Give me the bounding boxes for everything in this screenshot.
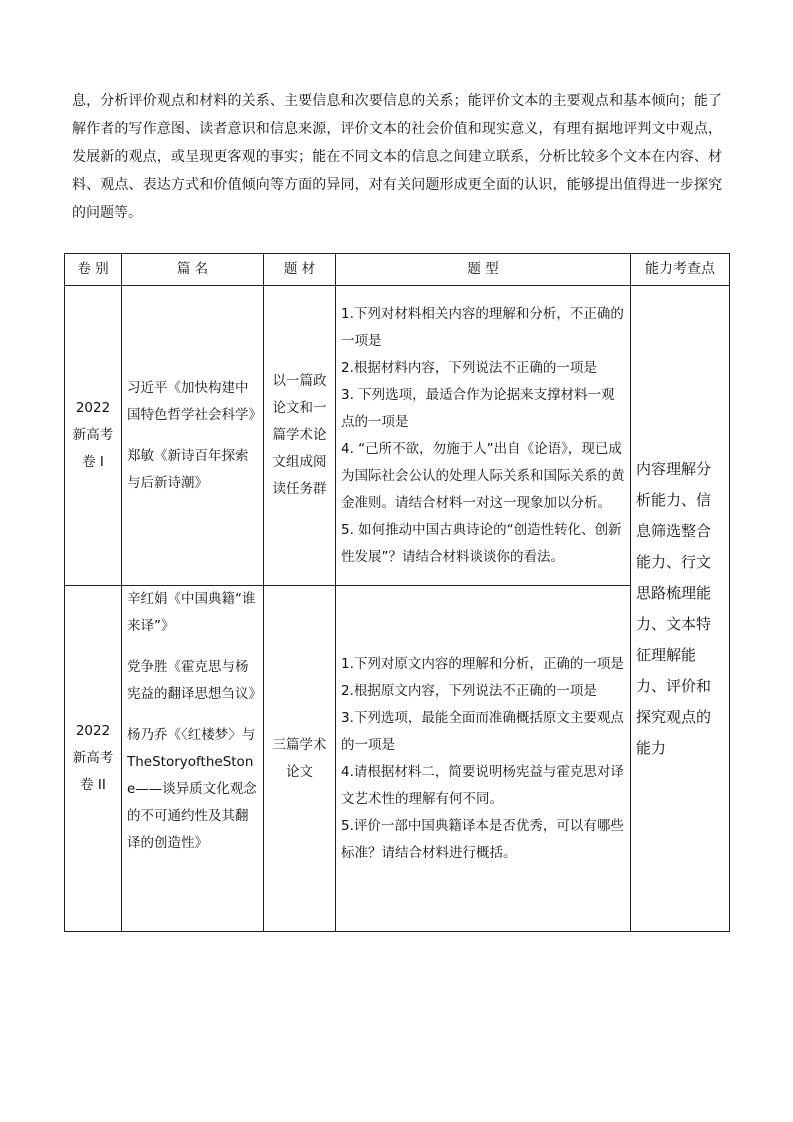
exam-analysis-table (64, 253, 730, 932)
juan-cell (65, 286, 122, 586)
juan-number: 卷 II (80, 777, 106, 793)
question-item: 2.根据材料内容，下列说法不正确的一项是 (341, 359, 597, 376)
article-title: 习近平《加快构建中国特色哲学社会科学》 (127, 379, 262, 423)
ticai-cell: 以一篇政论文和一篇学术论文组成阅读任务群 (264, 286, 336, 586)
question-item: 1.下列对材料相关内容的理解和分析，不正确的一项是 (341, 305, 624, 349)
question-item: 3. 下列选项，最适合作为论据来支撑材料一观点的一项是 (341, 386, 615, 430)
pianming-cell (122, 586, 264, 932)
header-nengli: 能力考查点 (631, 254, 730, 286)
question-item: 4.请根据材料二，简要说明杨宪益与霍克思对译文艺术性的理解有何不同。 (341, 763, 624, 807)
article-title: 党争胜《霍克思与杨宪益的翻译思想刍议》 (127, 659, 262, 702)
header-tixing: 题 型 (336, 254, 631, 286)
table-header-row (65, 254, 730, 286)
juan-cell (65, 586, 122, 932)
question-item: 5. 如何推动中国古典诗论的“创造性转化、创新性发展”？请结合材料谈谈你的看法。 (341, 521, 622, 565)
juan-year: 2022 (75, 400, 111, 416)
table-row (65, 286, 730, 586)
header-juan: 卷 别 (65, 254, 122, 286)
juan-type: 新高考 (72, 750, 114, 766)
juan-number: 卷 I (82, 454, 104, 470)
intro-paragraph: 息，分析评价观点和材料的关系、主要信息和次要信息的关系；能评价文本的主要观点和基本倾向；能了解作者的写作意图、读者意识和信息来源，评价文本的社会价值和现实意义，有理有据地评判文中观点，发展新的观点，或呈现更客观的事实；能在不同文本的信息之间建立联系，分析比较多个文本在内容、材料、观点、表达方式和价值倾向等方面的异同，对有关问题形成更全面的认识，能够提出值得进一步探究的问题等。 (72, 93, 722, 221)
nengli-cell: 内容理解分析能力、信息筛选整合能力、行文思路梳理能力、文本特征理解能力、评价和探究观点的能力 (631, 286, 730, 932)
juan-year: 2022 (75, 723, 111, 739)
question-item: 5.评价一部中国典籍译本是否优秀，可以有哪些标准？请结合材料进行概括。 (341, 817, 624, 861)
question-item: 2.根据原文内容，下列说法不正确的一项是 (341, 682, 597, 699)
header-ticai: 题 材 (264, 254, 336, 286)
pianming-cell (122, 286, 264, 586)
question-item: 3.下列选项，最能全面而准确概括原文主要观点的一项是 (341, 709, 624, 753)
header-pianming: 篇 名 (122, 254, 264, 286)
article-title: 郑敏《新诗百年探索与后新诗潮》 (127, 447, 249, 491)
juan-type: 新高考 (72, 427, 114, 443)
table-row (65, 586, 730, 932)
question-item: 4. “己所不欲，勿施于人”出自《论语》，现已成为国际社会公认的处理人际关系和国际关系的黄金准则。请结合材料一对这一现象加以分析。 (341, 440, 625, 511)
article-title: 辛红娟《中国典籍“谁来译”》 (127, 591, 256, 634)
ticai-cell: 三篇学术论文 (264, 586, 336, 932)
article-title: 杨乃乔《〈红楼梦〉与TheStoryoftheStone——谈异质文化观念的不可通约性及其翻译的创造性》 (127, 727, 257, 851)
tixing-cell (336, 286, 631, 586)
tixing-cell (336, 586, 631, 932)
question-item: 1.下列对原文内容的理解和分析，正确的一项是 (341, 655, 624, 672)
